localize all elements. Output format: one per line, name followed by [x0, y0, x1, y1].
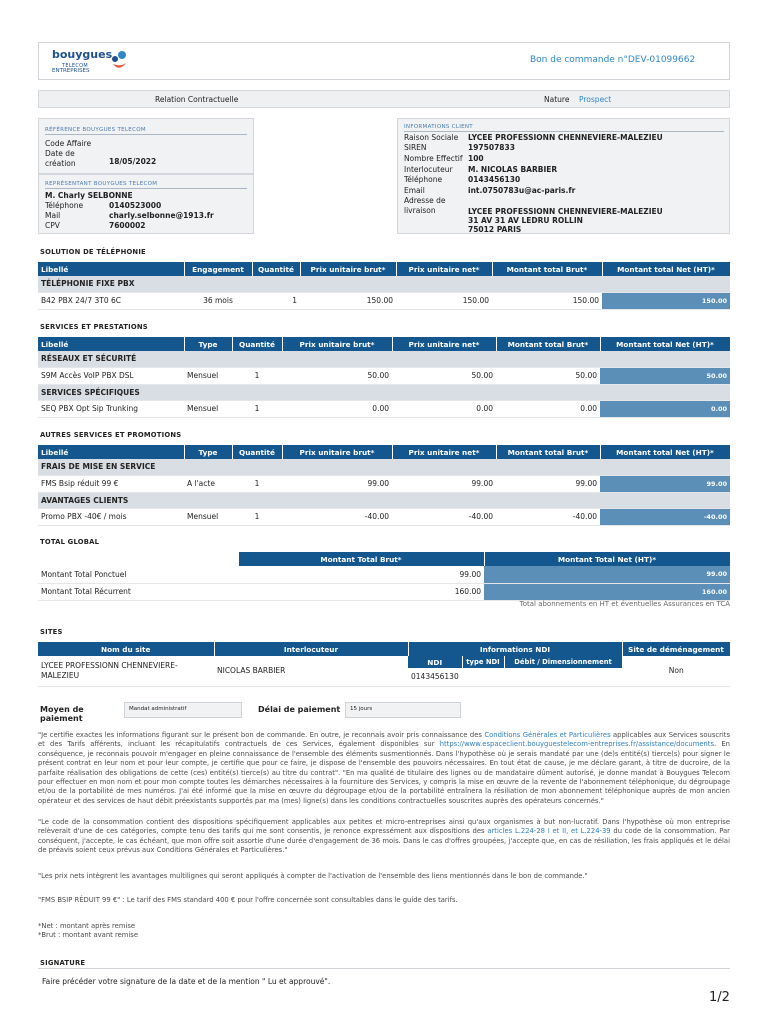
- rep-tel-value: 0140523000: [109, 201, 162, 210]
- client-tel-label: Téléphone: [404, 175, 443, 184]
- cell-label: Promo PBX -40€ / mois: [38, 508, 184, 525]
- col-libelle: Libellé: [38, 262, 184, 276]
- total-header-row: [38, 552, 730, 566]
- cell-type: Mensuel: [184, 367, 232, 384]
- signature-divider: [38, 968, 730, 969]
- sites-table: [38, 642, 731, 687]
- cell-mtb: 150.00: [492, 292, 602, 309]
- relation-bar: [38, 90, 730, 108]
- col-libelle: Libellé: [38, 445, 184, 459]
- site-demenagement: Non: [622, 656, 730, 686]
- representative-title: REPRÉSENTANT BOUYGUES TELECOM: [45, 181, 247, 189]
- representative-box: [38, 174, 254, 234]
- cell-pub: -40.00: [282, 508, 392, 525]
- rep-cpv-label: CPV: [45, 221, 60, 230]
- sub-debit: Débit / Dimensionnement: [504, 656, 622, 668]
- code-affaire-label: Code Affaire: [45, 139, 92, 148]
- client-box: [397, 118, 730, 234]
- solution-title: SOLUTION DE TÉLÉPHONIE: [40, 248, 146, 256]
- group-label: AVANTAGES CLIENTS: [38, 492, 730, 508]
- raison-label: Raison Sociale: [404, 133, 459, 142]
- solution-table: [38, 262, 731, 310]
- col-mtn: Montant total Net (HT)*: [600, 337, 730, 351]
- relation-label: Relation Contractuelle: [155, 95, 239, 104]
- cell-type: Mensuel: [184, 508, 232, 525]
- cell-mtn: 150.00: [602, 292, 730, 309]
- nature-label: Nature: [544, 95, 570, 104]
- delai-label: Délai de paiement: [258, 705, 341, 714]
- col-quantite: Quantité: [232, 337, 282, 351]
- solution-header-row: [38, 262, 730, 276]
- logo-text: bouygues: [52, 48, 113, 61]
- logo-sub-1: TELECOM: [62, 63, 88, 69]
- client-tel-value: 0143456130: [468, 175, 521, 184]
- group-label: RÉSEAUX ET SÉCURITÉ: [38, 351, 730, 367]
- col-pub: Prix unitaire brut*: [300, 262, 396, 276]
- cell-qty: 1: [232, 508, 282, 525]
- col-engagement: Engagement: [184, 262, 252, 276]
- note-brut: *Brut : montant avant remise: [38, 931, 139, 939]
- adresse-line-2: 31 AV 31 AV LEDRU ROLLIN: [468, 216, 583, 225]
- services-table: [38, 337, 731, 418]
- cell-qty: 1: [252, 292, 300, 309]
- cell-label: SEQ PBX Opt Sip Trunking: [38, 400, 184, 417]
- col-mtb: Montant total Brut*: [496, 337, 600, 351]
- sub-type-ndi: type NDI: [462, 656, 504, 668]
- rep-cpv-value: 7600002: [109, 221, 146, 230]
- sites-row: [38, 656, 730, 668]
- col-ndi-info: Informations NDI: [408, 642, 622, 656]
- col-pun: Prix unitaire net*: [392, 445, 496, 459]
- col-total-net: Montant Total Net (HT)*: [484, 552, 730, 566]
- table-row: [38, 400, 730, 417]
- group-row: [38, 351, 730, 367]
- nature-value: Prospect: [579, 95, 612, 104]
- recurrent-brut: 160.00: [238, 583, 484, 600]
- cell-qty: 1: [232, 400, 282, 417]
- rep-name: M. Charly SELBONNE: [45, 191, 133, 200]
- total-note: Total abonnements en HT et éventuelles Assurances en TCA: [519, 600, 730, 608]
- cell-qty: 1: [232, 475, 282, 492]
- cell-pun: 150.00: [396, 292, 492, 309]
- autres-header-row: [38, 445, 730, 459]
- col-demenagement: Site de déménagement: [622, 642, 730, 656]
- cell-pun: 99.00: [392, 475, 496, 492]
- client-title: INFORMATIONS CLIENT: [404, 124, 724, 132]
- recurrent-label: Montant Total Récurrent: [38, 583, 238, 600]
- col-libelle: Libellé: [38, 337, 184, 351]
- ponctuel-label: Montant Total Ponctuel: [38, 566, 238, 583]
- client-email-label: Email: [404, 186, 425, 195]
- total-title: TOTAL GLOBAL: [40, 538, 100, 546]
- cell-pub: 0.00: [282, 400, 392, 417]
- cell-label: B42 PBX 24/7 3T0 6C: [38, 292, 184, 309]
- ponctuel-brut: 99.00: [238, 566, 484, 583]
- reference-title: RÉFÉRENCE BOUYGUES TELECOM: [45, 127, 247, 135]
- rep-mail-value: charly.selbonne@1913.fr: [109, 211, 214, 220]
- sites-title: SITES: [40, 628, 63, 636]
- company-logo: [52, 46, 132, 76]
- signature-text: Faire précéder votre signature de la date et de la mention " Lu et approuvé".: [42, 977, 331, 986]
- sub-ndi: NDI: [408, 656, 462, 668]
- group-label: TÉLÉPHONIE FIXE PBX: [38, 276, 730, 292]
- cell-type: Mensuel: [184, 400, 232, 417]
- cell-mtb: -40.00: [496, 508, 600, 525]
- cell-pun: -40.00: [392, 508, 496, 525]
- table-row: [38, 292, 730, 309]
- col-pun: Prix unitaire net*: [396, 262, 492, 276]
- moyen-label: Moyen de paiement: [40, 705, 84, 723]
- site-name: LYCEE PROFESSIONN CHENNEVIERE-MALEZIEU: [38, 656, 214, 686]
- cell-mtb: 0.00: [496, 400, 600, 417]
- group-label: SERVICES SPÉCIFIQUES: [38, 384, 730, 400]
- cell-pun: 0.00: [392, 400, 496, 417]
- site-ndi: 0143456130: [408, 668, 462, 686]
- col-mtn: Montant total Net (HT)*: [600, 445, 730, 459]
- page-number: 1/2: [709, 990, 730, 1005]
- interloc-label: Interlocuteur: [404, 165, 453, 174]
- cell-engagement: 36 mois: [184, 292, 252, 309]
- siren-label: SIREN: [404, 143, 427, 152]
- delai-value: 15 jours: [345, 702, 461, 718]
- cell-label: FMS Bsip réduit 99 €: [38, 475, 184, 492]
- site-interloc: NICOLAS BARBIER: [214, 656, 408, 686]
- cell-mtn: 50.00: [600, 367, 730, 384]
- cell-mtn: -40.00: [600, 508, 730, 525]
- group-row: [38, 276, 730, 292]
- col-mtb: Montant total Brut*: [496, 445, 600, 459]
- date-value: 18/05/2022: [109, 157, 157, 166]
- cell-mtn: 99.00: [600, 475, 730, 492]
- col-type: Type: [184, 337, 232, 351]
- group-label: FRAIS DE MISE EN SERVICE: [38, 459, 730, 475]
- raison-value: LYCEE PROFESSIONN CHENNEVIERE-MALEZIEU: [468, 133, 663, 142]
- date-label: Date de création: [45, 149, 76, 168]
- effectif-value: 100: [468, 154, 484, 163]
- adresse-label: Adresse de livraison: [404, 196, 446, 215]
- rep-tel-label: Téléphone: [45, 201, 84, 210]
- cell-type: A l'acte: [184, 475, 232, 492]
- documents-link[interactable]: https://www.espaceclient.bouyguestelecom-entreprises.fr/assistance/documents: [439, 740, 715, 749]
- table-row: [38, 566, 730, 583]
- logo-sub-2: ENTREPRISES: [52, 68, 90, 74]
- legal-paragraph-1: "Je certifie exactes les informations figurant sur le présent bon de commande. En outre, je reconnais avoir pris connaissance des Conditions Générales et Particulières applicables aux Services souscrits et des Tarifs afférents, incluant les récapitulatifs contractuels de ces Services, également disponibles sur https://www.espaceclient.bouyguestelecom-entreprises.fr/assistance/documents. En conséquence, je reconnais pouvoir m'engager en pleine connaissance de l'ensemble des éléments susmentionnés. Dans l'hypothèse où je serais mandaté par une (de)s entité(s) tierce(s) pour signer le présent contrat en leur nom et pour leur compte, je certifie que pour ce faire, je dispose de l'ensemble des pouvoirs nécessaires. En tout état de cause, je me déclare garant, à titre de ducroire, de la parfaite réalisation des obligations de cette (ces) entité(s) tierce(s) au titre du contrat". "En ma qualité de titulaire des lignes ou de mandataire dûment autorisé, je donne mandat à Bouygues Telecom pour effectuer en mon nom et pour mon compte toutes les démarches nécessaires à la fourniture des Services, y compris la mise en œuvre de la revente de l'abonnement téléphonique, du dégroupage et/ou de la portabilité de mes numéros. J'ai été informé que la mise en œuvre du dégroupage et/ou de la portabilité entraînera la résiliation de mon abonnement téléphonique auprès de mon ancien opérateur et des services de haut débit préexistants supportés par ma (mes) ligne(s) dans les conditions contractuelles souscrites auprès des opérateurs concernés.": [38, 731, 730, 805]
- col-total-brut: Montant Total Brut*: [238, 552, 484, 566]
- note-net: *Net : montant après remise: [38, 922, 136, 930]
- table-row: [38, 475, 730, 492]
- interloc-value: M. NICOLAS BARBIER: [468, 165, 558, 174]
- services-title: SERVICES ET PRESTATIONS: [40, 323, 148, 331]
- col-type: Type: [184, 445, 232, 459]
- col-mtn: Montant total Net (HT)*: [602, 262, 730, 276]
- adresse-line-3: 75012 PARIS: [468, 225, 522, 234]
- group-row: [38, 492, 730, 508]
- legal-paragraph-4: "FMS BSIP RÉDUIT 99 €" : Le tarif des FMS standard 400 € pour l'offre concernée sont consultables dans le guide des tarifs.: [38, 896, 458, 904]
- reference-box: [38, 118, 254, 174]
- services-header-row: [38, 337, 730, 351]
- col-mtb: Montant total Brut*: [492, 262, 602, 276]
- signature-title: SIGNATURE: [40, 959, 86, 967]
- cell-pub: 150.00: [300, 292, 396, 309]
- moyen-value: Mandat administratif: [124, 702, 242, 718]
- table-row: [38, 508, 730, 525]
- col-pun: Prix unitaire net*: [392, 337, 496, 351]
- siren-value: 197507833: [468, 143, 515, 152]
- col-interloc: Interlocuteur: [214, 642, 408, 656]
- legal-paragraph-3: "Les prix nets intègrent les avantages multilignes qui seront appliqués à compter de l'activation de l'ensemble des liens mentionnés dans le bon de commande.": [38, 872, 588, 880]
- rep-mail-label: Mail: [45, 211, 61, 220]
- col-quantite: Quantité: [232, 445, 282, 459]
- autres-table: [38, 445, 731, 526]
- col-quantite: Quantité: [252, 262, 300, 276]
- ponctuel-net: 99.00: [484, 566, 730, 583]
- group-row: [38, 384, 730, 400]
- table-row: [38, 367, 730, 384]
- cell-mtb: 99.00: [496, 475, 600, 492]
- cell-label: S9M Accès VoIP PBX DSL: [38, 367, 184, 384]
- table-row: [38, 583, 730, 600]
- client-email-value: int.0750783u@ac-paris.fr: [468, 186, 576, 195]
- order-title: Bon de commande n°DEV-01099662: [530, 55, 696, 65]
- recurrent-net: 160.00: [484, 583, 730, 600]
- autres-title: AUTRES SERVICES ET PROMOTIONS: [40, 431, 182, 439]
- col-site: Nom du site: [38, 642, 214, 656]
- col-pub: Prix unitaire brut*: [282, 337, 392, 351]
- logo-shape-icon: [110, 50, 128, 70]
- total-table: [38, 552, 731, 601]
- articles-link[interactable]: articles L.224-28 I et II, et L.224-39: [487, 827, 611, 836]
- cell-mtb: 50.00: [496, 367, 600, 384]
- cell-mtn: 0.00: [600, 400, 730, 417]
- cell-pub: 99.00: [282, 475, 392, 492]
- adresse-line-1: LYCEE PROFESSIONN CHENNEVIERE-MALEZIEU: [468, 207, 663, 216]
- group-row: [38, 459, 730, 475]
- cell-pun: 50.00: [392, 367, 496, 384]
- col-pub: Prix unitaire brut*: [282, 445, 392, 459]
- cell-pub: 50.00: [282, 367, 392, 384]
- cgp-link[interactable]: Conditions Générales et Particulières: [484, 731, 611, 739]
- legal-paragraph-2: "Le code de la consommation contient des dispositions spécifiquement applicables aux petites et micro-entreprises ainsi qu'aux organismes à but non-lucratif. Dans l'hypothèse où mon entreprise relèverait d'une de ces catégories, compte tenu des tarifs qui me sont consentis, je renonce expressément aux dispositions des articles L.224-28 I et II, et L.224-39 du code de la consommation. Par conséquent, j'accepte, le cas échéant, que mon offre soit assortie d'une durée d'engagement de 36 mois. Dans le cas d'offres groupées, j'accepte que, en cas de résiliation, les frais appliqués et le délai de préavis soient ceux prévus aux Conditions Générales et Particulières.": [38, 818, 730, 855]
- sites-header-row: [38, 642, 730, 656]
- effectif-label: Nombre Effectif: [404, 154, 463, 163]
- cell-qty: 1: [232, 367, 282, 384]
